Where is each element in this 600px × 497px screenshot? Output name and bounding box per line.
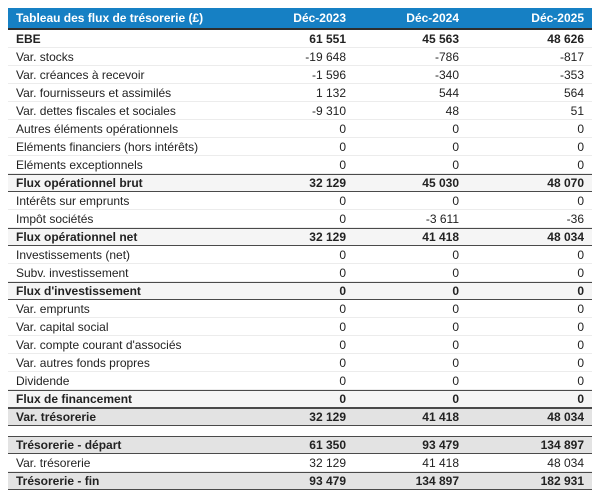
row-value: 32 129	[309, 176, 346, 190]
row-value: 134 897	[415, 474, 459, 488]
table-row	[8, 174, 592, 192]
table-row	[8, 472, 592, 490]
row-value: 0	[577, 121, 584, 136]
row-value: 0	[339, 247, 346, 262]
row-value: 0	[452, 392, 459, 406]
row-value: 41 418	[422, 230, 459, 244]
row-value: 51	[570, 103, 584, 118]
row-value: 1 132	[315, 85, 346, 100]
row-label: Var. emprunts	[16, 301, 90, 316]
row-value: 0	[452, 121, 459, 136]
row-value: -36	[566, 211, 584, 226]
table-row	[8, 372, 592, 390]
row-label: Flux opérationnel net	[16, 230, 138, 244]
row-value: 93 479	[309, 474, 346, 488]
row-value: 0	[339, 319, 346, 334]
cashflow-table	[8, 8, 592, 490]
row-value: 0	[577, 319, 584, 334]
row-label: Intérêts sur emprunts	[16, 193, 130, 208]
row-value: 544	[438, 85, 459, 100]
row-value: 32 129	[309, 230, 346, 244]
row-value: 0	[577, 157, 584, 172]
row-value: 0	[452, 301, 459, 316]
row-label: Eléments exceptionnels	[16, 157, 143, 172]
row-value: 48 070	[547, 176, 584, 190]
table-row	[8, 192, 592, 210]
row-label: Autres éléments opérationnels	[16, 121, 179, 136]
row-value: 134 897	[540, 438, 584, 452]
row-label: Flux de financement	[16, 392, 133, 406]
row-value: 182 931	[540, 474, 584, 488]
row-value: -1 596	[311, 67, 346, 82]
table-row	[8, 30, 592, 48]
row-value: -340	[434, 67, 459, 82]
table-row	[8, 300, 592, 318]
row-value: 0	[577, 247, 584, 262]
row-value: 0	[577, 355, 584, 370]
row-value: 0	[339, 301, 346, 316]
row-label: Flux d'investissement	[16, 284, 141, 298]
row-value: 0	[339, 211, 346, 226]
row-value: 48	[445, 103, 459, 118]
row-label: Trésorerie - fin	[16, 474, 100, 488]
row-label: Flux opérationnel brut	[16, 176, 143, 190]
row-value: 41 418	[422, 455, 459, 470]
row-value: 0	[577, 301, 584, 316]
row-value: 0	[577, 284, 584, 298]
row-value: -817	[559, 49, 584, 64]
row-value: 0	[339, 193, 346, 208]
table-row	[8, 436, 592, 454]
spacer-row	[8, 426, 592, 436]
row-value: -9 310	[311, 103, 346, 118]
table-row	[8, 84, 592, 102]
row-label: Var. dettes fiscales et sociales	[16, 103, 176, 118]
row-value: 0	[339, 337, 346, 352]
table-row	[8, 264, 592, 282]
row-value: 0	[577, 373, 584, 388]
row-label: Var. fournisseurs et assimilés	[16, 85, 172, 100]
table-title: Tableau des flux de trésorerie (£)	[16, 11, 204, 25]
row-value: 48 034	[547, 410, 584, 424]
row-value: 32 129	[309, 410, 346, 424]
row-label: Trésorerie - départ	[16, 438, 122, 452]
row-value: 0	[577, 193, 584, 208]
column-header: Déc-2024	[406, 11, 459, 25]
row-value: 41 418	[422, 410, 459, 424]
row-value: 0	[452, 337, 459, 352]
table-row	[8, 246, 592, 264]
table-row	[8, 282, 592, 300]
column-header: Déc-2025	[531, 11, 584, 25]
table-row	[8, 48, 592, 66]
row-value: 0	[339, 355, 346, 370]
row-label: Var. trésorerie	[16, 455, 91, 470]
row-value: 0	[339, 265, 346, 280]
row-value: 0	[452, 157, 459, 172]
row-label: Eléments financiers (hors intérêts)	[16, 139, 199, 154]
row-label: Var. capital social	[16, 319, 109, 334]
row-label: Impôt sociétés	[16, 211, 94, 226]
row-value: 0	[577, 265, 584, 280]
row-value: 0	[577, 337, 584, 352]
table-row	[8, 454, 592, 472]
table-row	[8, 120, 592, 138]
row-value: 45 030	[422, 176, 459, 190]
table-row	[8, 390, 592, 408]
row-value: 0	[452, 265, 459, 280]
row-label: Var. stocks	[16, 49, 74, 64]
row-value: -3 611	[425, 211, 459, 226]
row-label: Dividende	[16, 373, 70, 388]
row-label: Var. créances à recevoir	[16, 67, 145, 82]
row-value: 32 129	[309, 455, 346, 470]
row-value: 0	[577, 392, 584, 406]
table-row	[8, 102, 592, 120]
table-row	[8, 66, 592, 84]
row-value: 93 479	[422, 438, 459, 452]
row-value: 0	[339, 373, 346, 388]
column-header: Déc-2023	[293, 11, 346, 25]
row-label: Var. compte courant d'associés	[16, 337, 182, 352]
row-value: 0	[452, 373, 459, 388]
row-label: Var. autres fonds propres	[16, 355, 150, 370]
table-row	[8, 228, 592, 246]
table-header	[8, 8, 592, 30]
row-value: 48 034	[547, 230, 584, 244]
row-value: 0	[452, 284, 459, 298]
table-row	[8, 336, 592, 354]
table-row	[8, 156, 592, 174]
row-value: 0	[452, 355, 459, 370]
row-value: 45 563	[422, 31, 459, 46]
row-value: 564	[563, 85, 584, 100]
row-value: -786	[434, 49, 459, 64]
table-row	[8, 354, 592, 372]
row-value: 0	[339, 139, 346, 154]
row-value: 48 626	[547, 31, 584, 46]
table-row	[8, 138, 592, 156]
row-value: 0	[452, 247, 459, 262]
row-value: 61 551	[309, 31, 346, 46]
row-value: 0	[339, 157, 346, 172]
row-value: -353	[559, 67, 584, 82]
table-row	[8, 408, 592, 426]
table-row	[8, 318, 592, 336]
table-body	[8, 30, 592, 490]
row-value: 0	[577, 139, 584, 154]
row-value: 0	[452, 193, 459, 208]
row-label: Investissements (net)	[16, 247, 131, 262]
row-value: -19 648	[305, 49, 346, 64]
row-label: EBE	[16, 31, 41, 46]
row-value: 0	[452, 319, 459, 334]
row-value: 0	[339, 392, 346, 406]
row-value: 0	[339, 121, 346, 136]
row-value: 0	[452, 139, 459, 154]
row-value: 48 034	[547, 455, 584, 470]
table-row	[8, 210, 592, 228]
row-label: Var. trésorerie	[16, 410, 97, 424]
row-label: Subv. investissement	[16, 265, 129, 280]
row-value: 61 350	[309, 438, 346, 452]
row-value: 0	[339, 284, 346, 298]
